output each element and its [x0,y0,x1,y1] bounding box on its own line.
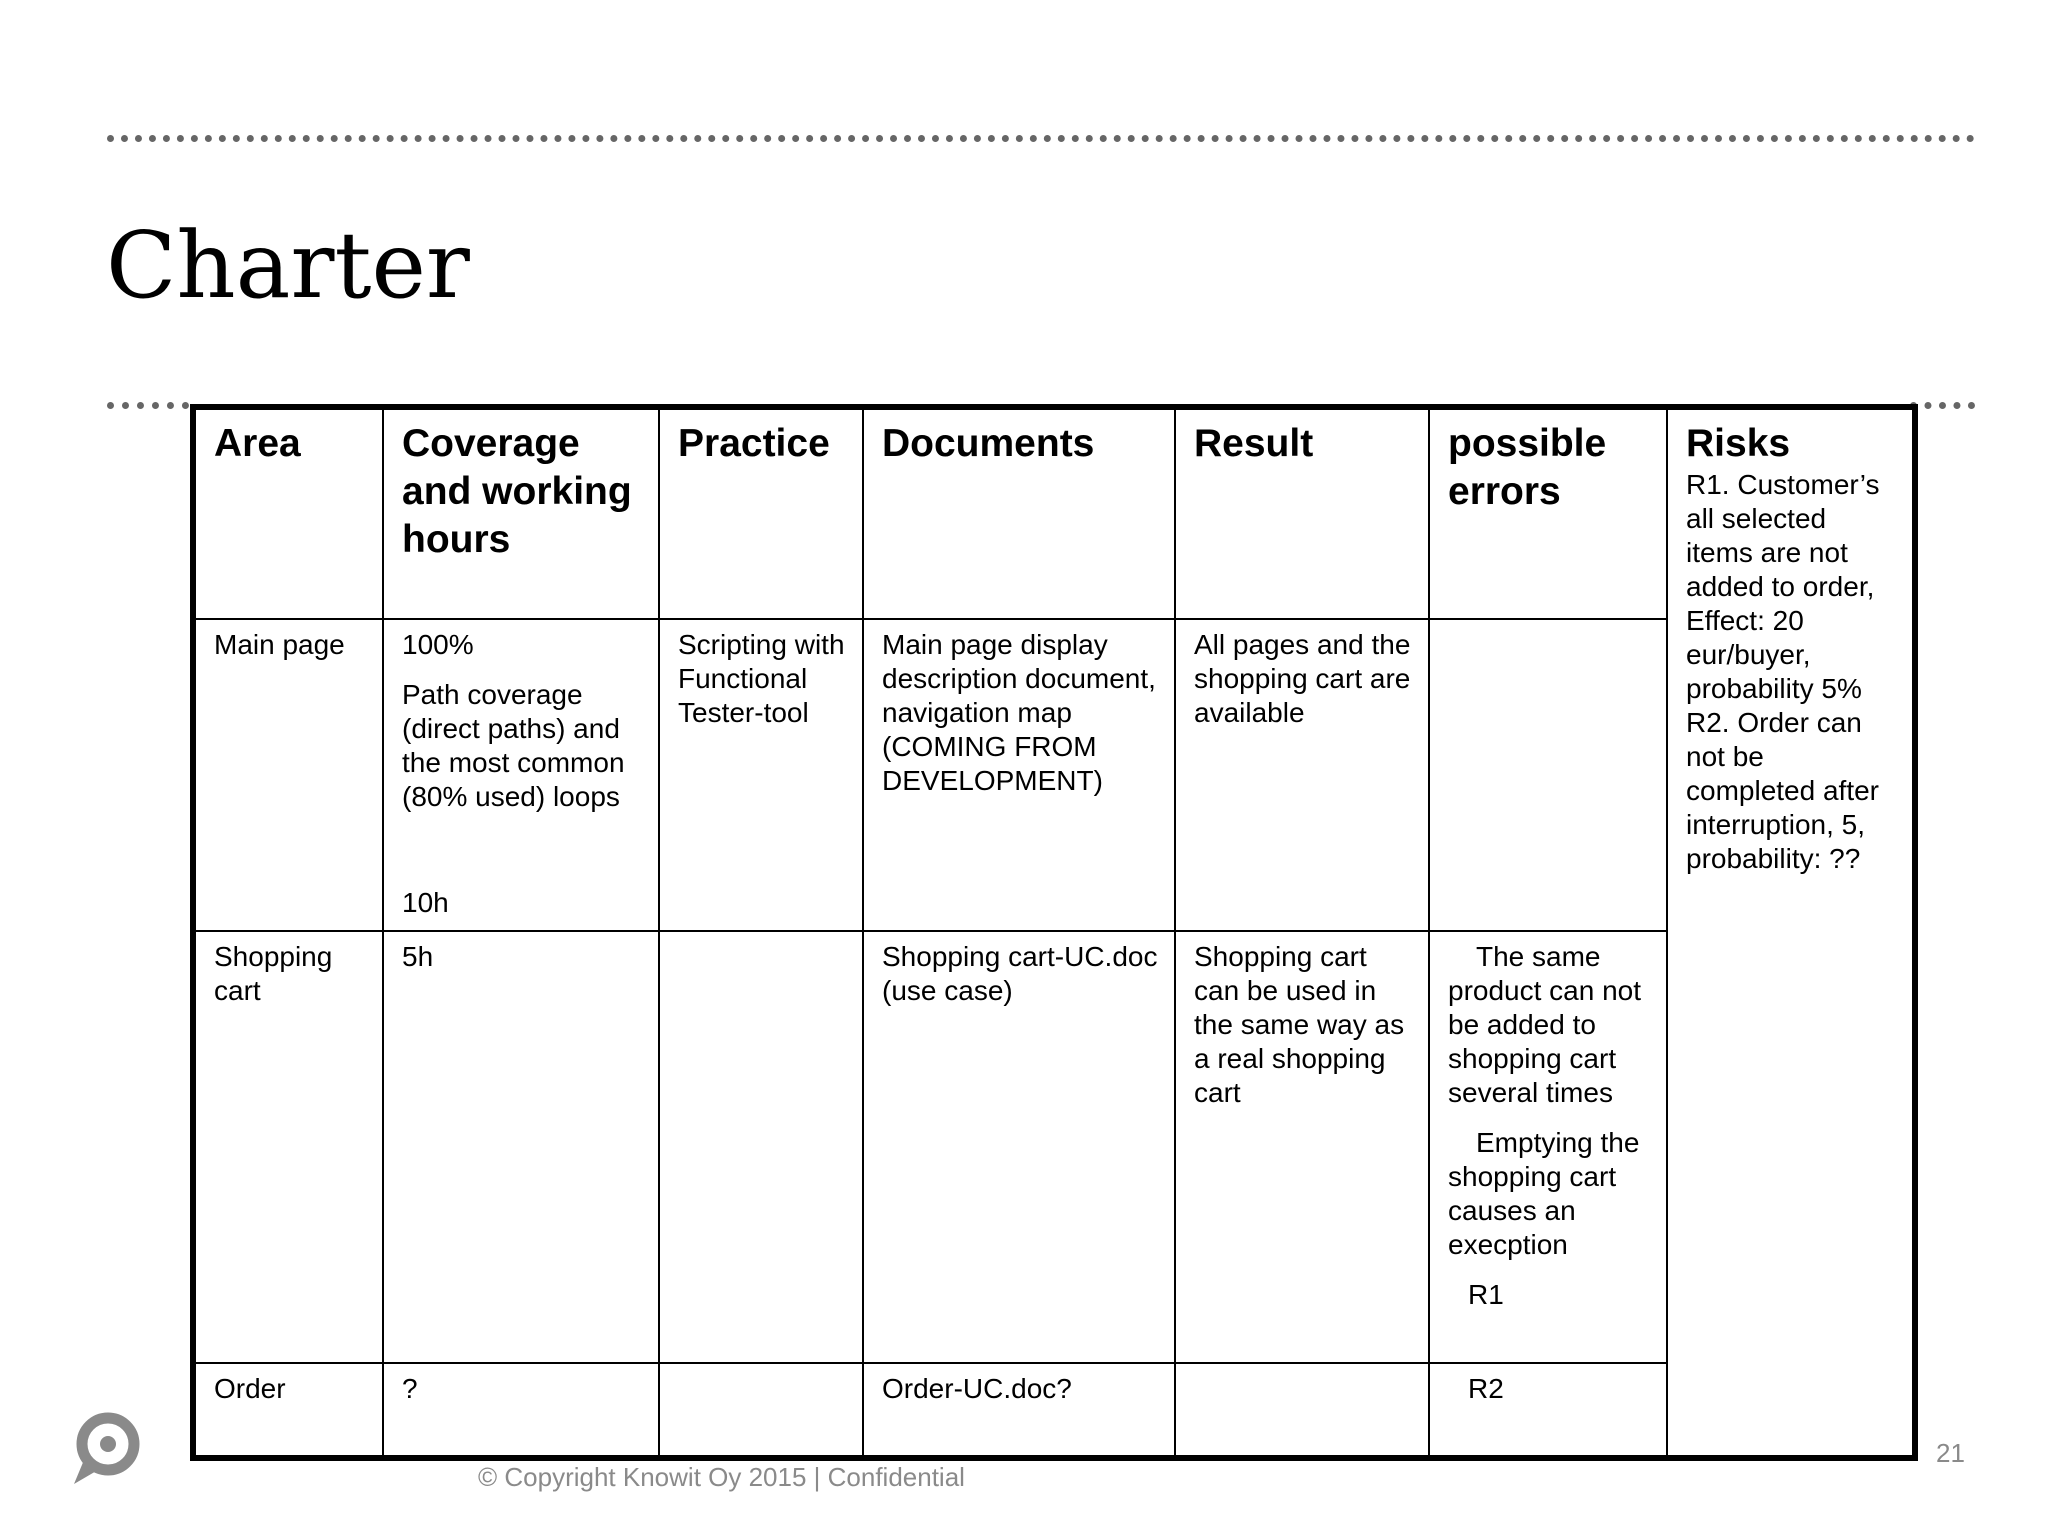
cell-documents-main-page: Main page display description document, navigation map (COMING FROM DEVELOPMENT) [863,619,1175,931]
coverage-hours: 10h [402,887,449,918]
page-number: 21 [1936,1438,1965,1468]
risk-r1: R1. Customer’s all selected items are not added to order, [1686,469,1880,602]
cell-coverage-order: ? [383,1363,659,1458]
header-documents: Documents [863,407,1175,619]
cell-result-shopping-cart: Shopping cart can be used in the same way as a real shopping cart [1175,931,1429,1363]
header-risks: Risks [1686,422,1791,465]
cell-practice-shopping-cart [659,931,863,1363]
slide-title: Charter [106,212,470,319]
cell-result-order [1175,1363,1429,1458]
speech-bubble-logo-icon [70,1410,142,1488]
cell-area-main-page: Main page [193,619,383,931]
cell-documents-order: Order-UC.doc? [863,1363,1175,1458]
footer-copyright: © Copyright Knowit Oy 2015 | Confidential [478,1462,965,1492]
error-emptying-cart-text: Emptying the shopping cart causes an execption [1448,1127,1640,1260]
cell-area-order: Order [193,1363,383,1458]
table-row [193,619,1915,931]
cell-errors-shopping-cart [1429,931,1667,1363]
risks-cell [1667,407,1915,1458]
risk-effect: Effect: 20 eur/buyer, probability 5% [1686,605,1862,704]
cell-errors-order [1429,1363,1667,1458]
error-ref-r1: R1 [1468,1279,1504,1310]
cell-practice-order [659,1363,863,1458]
header-errors: possible errors [1429,407,1667,619]
mid-dotted-divider-left [107,402,189,409]
cell-result-main-page: All pages and the shopping cart are available [1175,619,1429,931]
header-result: Result [1175,407,1429,619]
table-header-row [193,407,1915,619]
coverage-percent: 100% [402,629,474,660]
error-ref-r2: R2 [1468,1373,1504,1404]
mid-dotted-divider-right [1910,402,1975,409]
cell-coverage-main-page [383,619,659,931]
error-same-product [1448,940,1652,1110]
charter-table [190,404,1918,1461]
risk-r2: R2. Order can not be completed after interruption, 5, probability: ?? [1686,707,1879,874]
table-row [193,931,1915,1363]
cell-coverage-shopping-cart: 5h [383,931,659,1363]
cell-errors-main-page [1429,619,1667,931]
error-same-product-text: The same product can not be added to shopping cart several times [1448,941,1642,1108]
cell-area-shopping-cart: Shopping cart [193,931,383,1363]
table-row [193,1363,1915,1458]
cell-documents-shopping-cart: Shopping cart-UC.doc (use case) [863,931,1175,1363]
coverage-description: Path coverage (direct paths) and the most common (80% used) loops [402,679,625,812]
error-emptying-cart [1448,1126,1652,1262]
top-dotted-divider [107,135,1975,142]
header-coverage: Coverage and working hours [383,407,659,619]
header-area: Area [193,407,383,619]
cell-practice-main-page: Scripting with Functional Tester-tool [659,619,863,931]
header-practice: Practice [659,407,863,619]
